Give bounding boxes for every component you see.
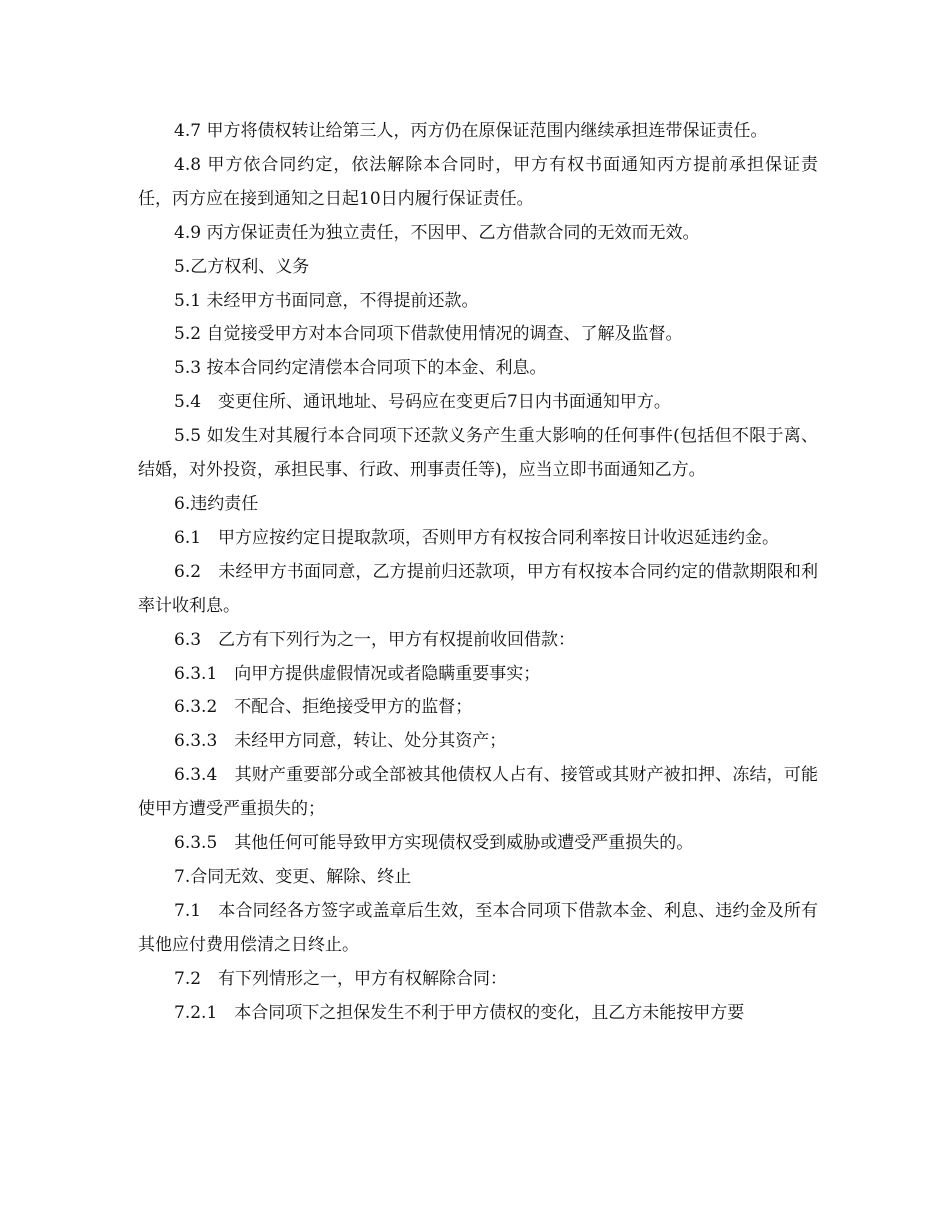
- clause-6-2: 6.2 未经甲方书面同意，乙方提前归还款项，甲方有权按本合同约定的借款期限和利率计收利息。: [138, 561, 818, 616]
- clause-6-3-2: 6.3.2 不配合、拒绝接受甲方的监督；: [174, 697, 473, 718]
- clause-5-5: 5.5 如发生对其履行本合同项下还款义务产生重大影响的任何事件(包括但不限于离、结婚，对外投资，承担民事、行政、刑事责任等)，应当立即书面通知乙方。: [138, 426, 818, 481]
- section-5-heading: 5.乙方权利、义务: [174, 256, 310, 277]
- section-6-heading: 6.违约责任: [174, 493, 259, 514]
- document-body: [138, 115, 818, 1030]
- clause-6-3-4: 6.3.4 其财产重要部分或全部被其他债权人占有、接管或其财产被扣押、冻结，可能使甲方遭受严重损失的；: [138, 765, 818, 820]
- clause-6-3-3: 6.3.3 未经甲方同意，转让、处分其资产；: [174, 731, 507, 752]
- clause-7-1: 7.1 本合同经各方签字或盖章后生效，至本合同项下借款本金、利息、违约金及所有其他应付费用偿清之日终止。: [138, 900, 818, 955]
- clause-6-1: 6.1 甲方应按约定日提取款项，否则甲方有权按合同利率按日计收迟延违约金。: [174, 527, 780, 548]
- clause-6-3-5: 6.3.5 其他任何可能导致甲方实现债权受到威胁或遭受严重损失的。: [174, 833, 694, 854]
- section-7-heading: 7.合同无效、变更、解除、终止: [174, 866, 412, 887]
- clause-6-3: 6.3 乙方有下列行为之一，甲方有权提前收回借款：: [174, 629, 576, 650]
- clause-5-1: 5.1 未经甲方书面同意，不得提前还款。: [174, 290, 479, 311]
- clause-5-3: 5.3 按本合同约定清偿本合同项下的本金、利息。: [174, 358, 547, 379]
- clause-7-2-1: 7.2.1 本合同项下之担保发生不利于甲方债权的变化，且乙方未能按甲方要: [174, 1002, 745, 1023]
- clause-4-7: 4.7 甲方将债权转让给第三人，丙方仍在原保证范围内继续承担连带保证责任。: [174, 121, 768, 141]
- clause-4-9: 4.9 丙方保证责任为独立责任，不因甲、乙方借款合同的无效而无效。: [174, 222, 700, 243]
- clause-5-2: 5.2 自觉接受甲方对本合同项下借款使用情况的调查、了解及监督。: [174, 324, 683, 345]
- clause-7-2: 7.2 有下列情形之一，甲方有权解除合同：: [174, 968, 508, 989]
- clause-4-8: 4.8 甲方依合同约定，依法解除本合同时，甲方有权书面通知丙方提前承担保证责任，丙方应在接到通知之日起10日内履行保证责任。: [138, 154, 818, 209]
- clause-5-4: 5.4 变更住所、通讯地址、号码应在变更后7日内书面通知甲方。: [174, 392, 671, 413]
- clause-6-3-1: 6.3.1 向甲方提供虚假情况或者隐瞒重要事实；: [174, 663, 541, 684]
